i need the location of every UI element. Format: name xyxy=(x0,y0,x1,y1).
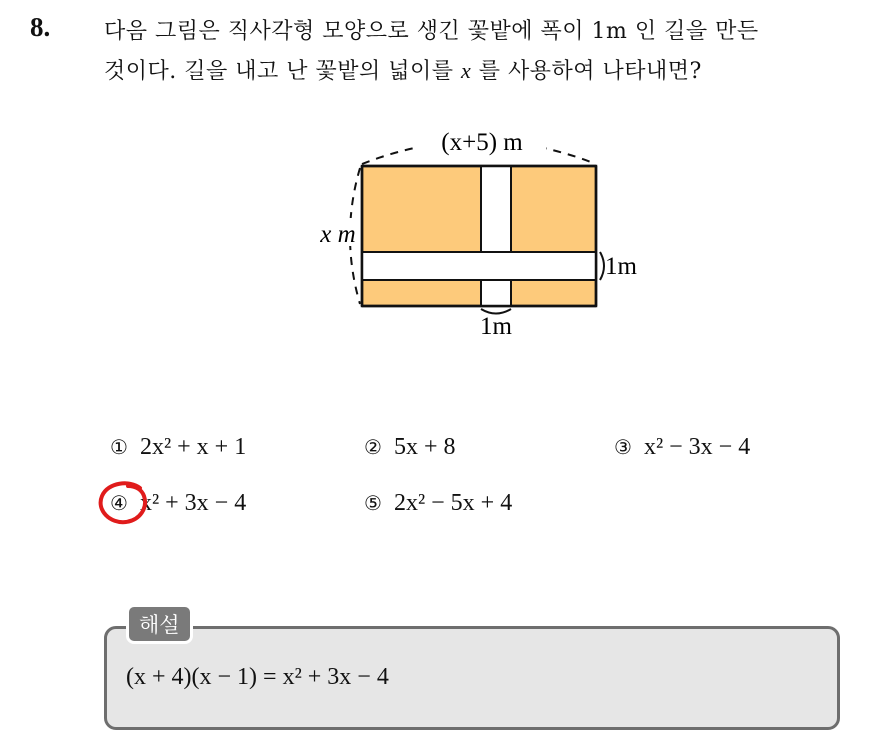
choice-expression: x² − 3x − 4 xyxy=(643,434,751,460)
side-dimension-label: x m xyxy=(320,221,356,248)
bottom-road-width-label: 1m xyxy=(480,313,512,340)
solution-tag: 해설 xyxy=(126,604,193,644)
vertical-road xyxy=(481,166,511,306)
question-variable: x xyxy=(460,58,472,83)
choice-2[interactable] xyxy=(364,434,455,461)
choice-3[interactable] xyxy=(614,434,750,461)
question-number: 8. xyxy=(30,12,51,42)
choice-expression: x² + 3x − 4 xyxy=(139,490,247,516)
choice-number: ④ xyxy=(110,491,128,515)
choice-expression: 5x + 8 xyxy=(393,434,456,460)
question-text-line-2 xyxy=(104,54,702,85)
choice-5[interactable] xyxy=(364,490,512,517)
question-text-part: 를 사용하여 나타내면? xyxy=(471,59,702,84)
choice-expression: 2x² + x + 1 xyxy=(139,434,247,460)
solution-text: (x + 4)(x − 1) = x² + 3x − 4 xyxy=(126,664,389,690)
top-dimension-label: (x+5) m xyxy=(441,129,523,156)
garden-figure xyxy=(300,118,660,346)
choice-1[interactable] xyxy=(110,434,246,461)
choice-number: ③ xyxy=(614,435,632,459)
horizontal-road xyxy=(362,252,596,280)
choice-number: ② xyxy=(364,435,382,459)
choice-expression: 2x² − 5x + 4 xyxy=(393,490,513,516)
question-text-line-1: 다음 그림은 직사각형 모양으로 생긴 꽃밭에 폭이 1m 인 길을 만든 xyxy=(104,19,759,44)
right-road-brace xyxy=(600,252,604,280)
right-road-width-label: 1m xyxy=(605,253,637,280)
answer-circle-mark xyxy=(96,478,152,528)
question-text-part: 것이다. 길을 내고 난 꽃밭의 넓이를 xyxy=(104,59,461,84)
choice-number: ① xyxy=(110,435,128,459)
garden-rectangle xyxy=(362,166,596,306)
choice-number: ⑤ xyxy=(364,491,382,515)
